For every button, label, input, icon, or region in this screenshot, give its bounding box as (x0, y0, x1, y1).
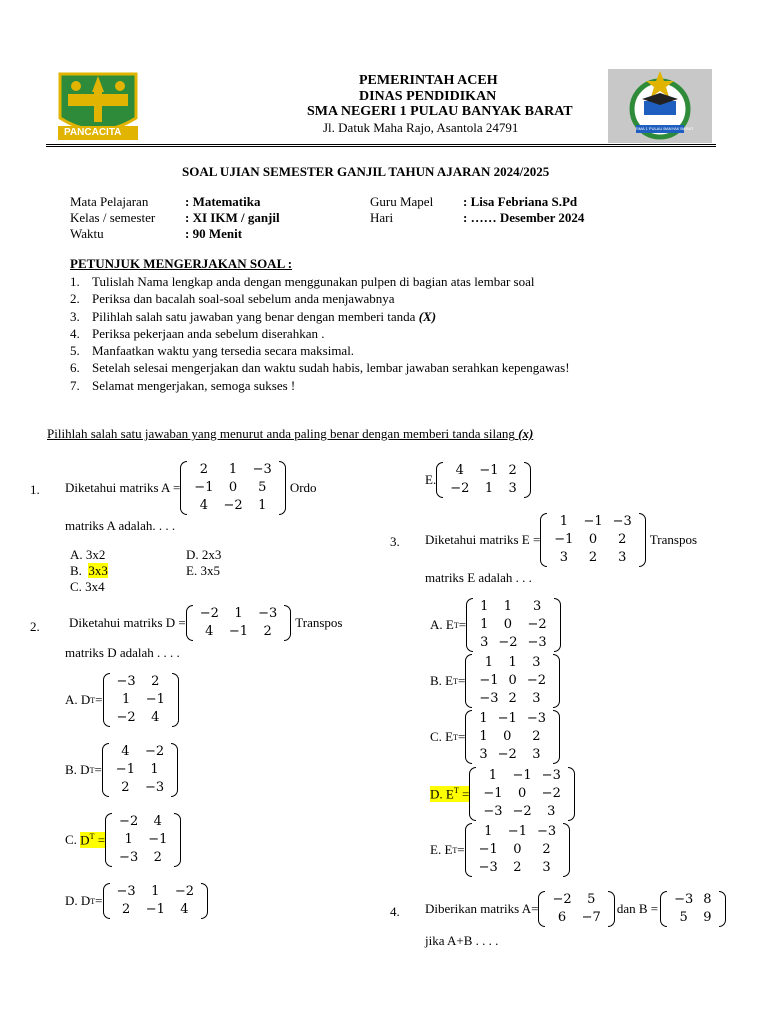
matrix-cell: 2 (508, 691, 517, 706)
matrix-body (111, 743, 169, 797)
q2-option-c: C. $D^T$ = −2 4 1 −1 −3 2 (65, 813, 181, 867)
matrix-cell: −3 (536, 824, 557, 839)
q1-option-b: B. 3x3 (70, 563, 108, 578)
matrix-cell: 2 (121, 780, 130, 795)
matrix-cell: −2 (199, 606, 219, 621)
matrix-cell: 3 (547, 804, 556, 819)
matrix (660, 891, 725, 927)
matrix-cell: 3 (532, 747, 541, 762)
instruction-item: 2. Periksa dan bacalah soal-soal sebelum anda menjawabnya (70, 291, 395, 307)
matrix (436, 462, 531, 498)
matrix-bracket-left (540, 513, 547, 567)
subject-label: Mata Pelajaran (70, 194, 149, 209)
header-line3: SMA NEGERI 1 PULAU BANYAK BARAT (307, 104, 573, 119)
logo-right-text: SMA 1 PULAU BANYAK BARAT (636, 126, 694, 131)
matrix-cell: 3 (532, 599, 542, 614)
matrix-bracket-right (639, 513, 646, 567)
matrix-cell: −3 (252, 462, 272, 477)
matrix-cell: 3 (532, 655, 541, 670)
matrix-cell: −2 (552, 892, 572, 907)
matrix-cell: 3 (542, 860, 551, 875)
q1-option-b-answer: 3x3 (88, 563, 108, 578)
matrix-cell: 1 (151, 884, 160, 899)
exam-title: SOAL UJIAN SEMESTER GANJIL TAHUN AJARAN 2024/2025 (182, 164, 550, 179)
matrix-cell: −1 (478, 842, 498, 857)
matrix-cell: 3 (480, 635, 489, 650)
q3-option-a: A. E T = 1 1 3 1 0 −2 3 −2 −3 (430, 598, 561, 652)
q3-number: 3. (390, 534, 400, 549)
time-value: : 90 Menit (185, 226, 243, 241)
q2-number: 2. (30, 619, 40, 634)
matrix-cell: 0 (513, 842, 522, 857)
header-address: Jl. Datuk Maha Rajo, Asantola 24791 (323, 120, 519, 135)
matrix-bracket-right (568, 767, 575, 821)
matrix-cell: 4 (121, 744, 130, 759)
q1-stem: Diketahui matriks A = 2 1 −3 −1 0 5 4 −2 1 Ordo (65, 462, 317, 513)
matrix-cell: 3 (559, 550, 568, 565)
logo-right (608, 69, 712, 143)
matrix (186, 605, 292, 641)
q4-line2: jika A+B . . . . (425, 933, 499, 948)
matrix-body (189, 461, 277, 515)
matrix-cell: −3 (674, 892, 694, 907)
instruction-item: 4. Periksa pekerjaan anda sebelum diserahkan . (70, 325, 325, 341)
q3-option-c: C. E T = 1 −1 −3 1 0 2 3 −2 3 (430, 710, 560, 764)
matrix-cell: −2 (116, 710, 136, 725)
matrix (103, 673, 179, 727)
matrix-bracket-right (608, 891, 615, 927)
matrix-cell: 1 (508, 655, 517, 670)
matrix-cell: 4 (180, 902, 189, 917)
header-line1: PEMERINTAH ACEH (359, 73, 498, 88)
matrix (466, 598, 561, 652)
matrix-cell: 0 (588, 532, 598, 547)
matrix-cell: −2 (541, 786, 561, 801)
matrix-body (549, 513, 637, 567)
matrix (465, 654, 560, 708)
matrix-cell: 2 (151, 674, 160, 689)
q4-stem: Diberikan matriks A= −2 5 6 −7 dan B = −3 8 5 9 (425, 891, 726, 927)
q2-line2: matriks D adalah . . . . (65, 645, 180, 660)
matrix (469, 767, 575, 821)
day-value: : …… Desember 2024 (463, 210, 585, 225)
matrix-bracket-right (524, 462, 531, 498)
matrix-cell: 2 (199, 462, 209, 477)
matrix-cell: 3 (508, 481, 517, 496)
matrix-body (474, 710, 551, 764)
matrix-cell: −1 (479, 463, 499, 478)
matrix-cell: −2 (144, 744, 165, 759)
matrix-body (114, 813, 172, 867)
matrix-cell: −3 (527, 635, 547, 650)
matrix-cell: 0 (503, 617, 513, 632)
matrix-cell: −3 (116, 674, 136, 689)
matrix-cell: 2 (263, 624, 272, 639)
matrix-cell: −1 (583, 514, 603, 529)
matrix-cell: 1 (503, 599, 513, 614)
matrix-cell: −2 (450, 481, 470, 496)
matrix (465, 710, 560, 764)
matrix-cell: 3 (618, 550, 627, 565)
teacher-label: Guru Mapel (370, 194, 434, 209)
matrix-cell: 2 (121, 902, 131, 917)
matrix-cell: −1 (194, 480, 214, 495)
matrix-bracket-left (466, 598, 473, 652)
subject-value: : Matematika (185, 194, 261, 209)
q4-number: 4. (390, 904, 400, 919)
logo-left (54, 66, 142, 146)
matrix-body (112, 883, 200, 919)
matrix-cell: 1 (479, 729, 488, 744)
matrix-bracket-left (465, 654, 472, 708)
matrix-cell: 6 (557, 910, 567, 925)
q3-line2: matriks E adalah . . . (425, 570, 532, 585)
matrix-cell: 4 (151, 710, 160, 725)
matrix-cell: 1 (124, 832, 133, 847)
q1-option-e: E. 3x5 (186, 563, 220, 578)
q3-option-b: B. E T = 1 1 3 −1 0 −2 −3 2 3 (430, 654, 560, 708)
matrix-cell: 8 (703, 892, 712, 907)
header-line2: DINAS PENDIDIKAN (359, 89, 497, 104)
q2-option-a: A. D T = −3 2 1 −1 −2 4 (65, 673, 179, 727)
matrix-cell: 1 (228, 462, 238, 477)
matrix-bracket-left (469, 767, 476, 821)
matrix-bracket-right (279, 461, 286, 515)
matrix-cell: 1 (484, 481, 494, 496)
matrix-cell: 4 (153, 814, 162, 829)
matrix-bracket-right (554, 598, 561, 652)
q1-option-d: D. 2x3 (186, 547, 222, 562)
matrix-cell: −1 (483, 786, 503, 801)
matrix-cell: −7 (581, 910, 601, 925)
matrix-cell: 3 (532, 691, 541, 706)
q1-option-e-matrix: E. 4 −1 2 −2 1 3 (425, 462, 531, 498)
matrix-cell: −1 (507, 824, 527, 839)
matrix-cell: 5 (258, 480, 267, 495)
matrix (103, 883, 209, 919)
matrix-bracket-right (201, 883, 208, 919)
q3-option-d (430, 767, 575, 821)
matrix-body (475, 598, 552, 652)
day-label: Hari (370, 210, 394, 225)
matrix-cell: −2 (512, 804, 532, 819)
matrix-body (112, 673, 170, 727)
matrix-cell: 9 (703, 910, 712, 925)
matrix-cell: −3 (483, 804, 503, 819)
matrix-cell: 2 (542, 842, 551, 857)
q1-number: 1. (30, 482, 40, 497)
matrix-bracket-right (171, 743, 178, 797)
matrix-body (445, 462, 522, 498)
q2-option-d: D. D T = −3 1 −2 2 −1 4 (65, 883, 208, 919)
matrix-cell: 2 (532, 729, 541, 744)
q2-option-b: B. D T = 4 −2 −1 1 2 −3 (65, 743, 178, 797)
matrix-body (195, 605, 283, 641)
matrix-cell: −1 (115, 762, 135, 777)
matrix-body (474, 823, 562, 877)
q2-stem: Diketahui matriks D = −2 1 −3 4 −1 2 Transpos (69, 606, 343, 639)
matrix-cell: −1 (228, 624, 249, 639)
matrix-bracket-right (174, 813, 181, 867)
matrix-bracket-left (465, 823, 472, 877)
class-label: Kelas / semester (70, 210, 156, 225)
matrix-bracket-left (103, 883, 110, 919)
matrix-cell: 1 (484, 655, 494, 670)
matrix-cell: −2 (497, 747, 517, 762)
matrix-cell: 1 (488, 768, 498, 783)
matrix-cell: 1 (480, 599, 489, 614)
matrix-cell: −3 (258, 606, 278, 621)
class-value: : XI IKM / ganjil (185, 210, 280, 225)
instructions-title: PETUNJUK MENGERJAKAN SOAL : (70, 256, 293, 271)
matrix-cell: 2 (513, 860, 522, 875)
matrix-bracket-left (180, 461, 187, 515)
matrix-cell: −3 (612, 514, 632, 529)
matrix-cell: 1 (559, 514, 568, 529)
matrix-body (478, 767, 566, 821)
matrix-bracket-right (719, 891, 726, 927)
matrix-cell: 0 (508, 673, 517, 688)
matrix-cell: 1 (479, 711, 488, 726)
header-divider (46, 144, 716, 147)
q3-option-d-answer: D. $E^T$ = (430, 785, 470, 802)
matrix-bracket-right (553, 710, 560, 764)
matrix-cell: 1 (150, 762, 159, 777)
matrix-bracket-right (563, 823, 570, 877)
matrix-cell: −1 (145, 692, 165, 707)
matrix-bracket-left (186, 605, 193, 641)
matrix-bracket-right (284, 605, 291, 641)
matrix-cell: 4 (199, 498, 209, 513)
matrix-cell: −3 (119, 850, 139, 865)
matrix-cell: 2 (588, 550, 598, 565)
matrix-bracket-left (102, 743, 109, 797)
instructions-list (70, 273, 570, 394)
matrix-cell: 1 (258, 498, 267, 513)
instruction-item: 1. Tulislah Nama lengkap anda dengan menggunakan pulpen di bagian atas lembar soal (70, 274, 535, 289)
matrix (465, 823, 571, 877)
matrix-cell: −1 (512, 768, 532, 783)
matrix-cell: −2 (223, 498, 243, 513)
matrix-bracket-right (553, 654, 560, 708)
q3-stem: Diketahui matriks E = 1 −1 −3 −1 0 2 3 2 3 Transpos (425, 514, 697, 565)
matrix-cell: −3 (526, 711, 546, 726)
matrix (538, 891, 614, 927)
matrix (102, 743, 178, 797)
matrix-cell: −3 (116, 884, 136, 899)
matrix-cell: 1 (234, 606, 243, 621)
matrix-cell: −3 (478, 860, 498, 875)
matrix (540, 513, 646, 567)
matrix-bracket-right (172, 673, 179, 727)
matrix-cell: 4 (455, 463, 464, 478)
q1-option-c: C. 3x4 (70, 579, 105, 594)
matrix-bracket-left (103, 673, 110, 727)
matrix-body (474, 654, 551, 708)
matrix-cell: 0 (517, 786, 527, 801)
matrix-cell: 2 (618, 532, 627, 547)
time-label: Waktu (70, 226, 104, 241)
matrix-cell: 2 (153, 850, 162, 865)
matrix-cell: −1 (145, 902, 165, 917)
matrix-cell: 1 (480, 617, 489, 632)
matrix-cell: 0 (503, 729, 512, 744)
matrix-bracket-left (660, 891, 667, 927)
q1-option-a: A. 3x2 (70, 547, 106, 562)
matrix-cell: 0 (228, 480, 238, 495)
instruction-mark: (X) (418, 308, 437, 324)
matrix-body (547, 891, 605, 927)
matrix (105, 813, 181, 867)
logo-left-text: PANCACITA (64, 127, 122, 138)
matrix-cell: 3 (479, 747, 488, 762)
matrix-cell: −3 (541, 768, 561, 783)
matrix-cell: −2 (119, 814, 139, 829)
matrix-bracket-left (105, 813, 112, 867)
teacher-value: : Lisa Febriana S.Pd (463, 194, 578, 209)
section-instruction: Pilihlah salah satu jawaban yang menurut anda paling benar dengan memberi tanda silang (x) (47, 426, 534, 441)
q1-line2: matriks A adalah. . . . (65, 518, 176, 533)
matrix-bracket-left (538, 891, 545, 927)
matrix-cell: −2 (498, 635, 518, 650)
matrix-body (669, 891, 716, 927)
matrix-bracket-left (465, 710, 472, 764)
matrix-cell: 1 (121, 692, 131, 707)
matrix-cell: −2 (174, 884, 195, 899)
matrix-bracket-left (436, 462, 443, 498)
q3-option-e: E. E T = 1 −1 −3 −1 0 2 −3 2 3 (430, 823, 570, 877)
matrix (180, 461, 286, 515)
matrix-cell: 1 (484, 824, 493, 839)
matrix-cell: −1 (479, 673, 499, 688)
matrix-cell: 2 (508, 463, 517, 478)
matrix-cell: 5 (587, 892, 596, 907)
instruction-item: 6. Setelah selesai mengerjakan dan waktu sudah habis, lembar jawaban serahkan kepengawas! (70, 360, 570, 376)
matrix-cell: 5 (679, 910, 688, 925)
q2-option-c-answer: $D^T$ = (80, 831, 106, 848)
instruction-item: 5. Manfaatkan waktu yang tersedia secara maksimal. (70, 343, 355, 359)
instruction-item: 3. Pilihlah salah satu jawaban yang benar dengan memberi tanda (X) (70, 308, 437, 324)
matrix-cell: 4 (205, 624, 214, 639)
matrix-cell: −2 (526, 673, 546, 688)
instruction-item: 7. Selamat mengerjakan, semoga sukses ! (70, 377, 296, 393)
matrix-cell: −3 (144, 780, 165, 795)
matrix-cell: −1 (148, 832, 168, 847)
matrix-cell: −1 (554, 532, 574, 547)
matrix-cell: −1 (497, 711, 517, 726)
matrix-cell: −3 (479, 691, 499, 706)
matrix-cell: −2 (527, 617, 547, 632)
